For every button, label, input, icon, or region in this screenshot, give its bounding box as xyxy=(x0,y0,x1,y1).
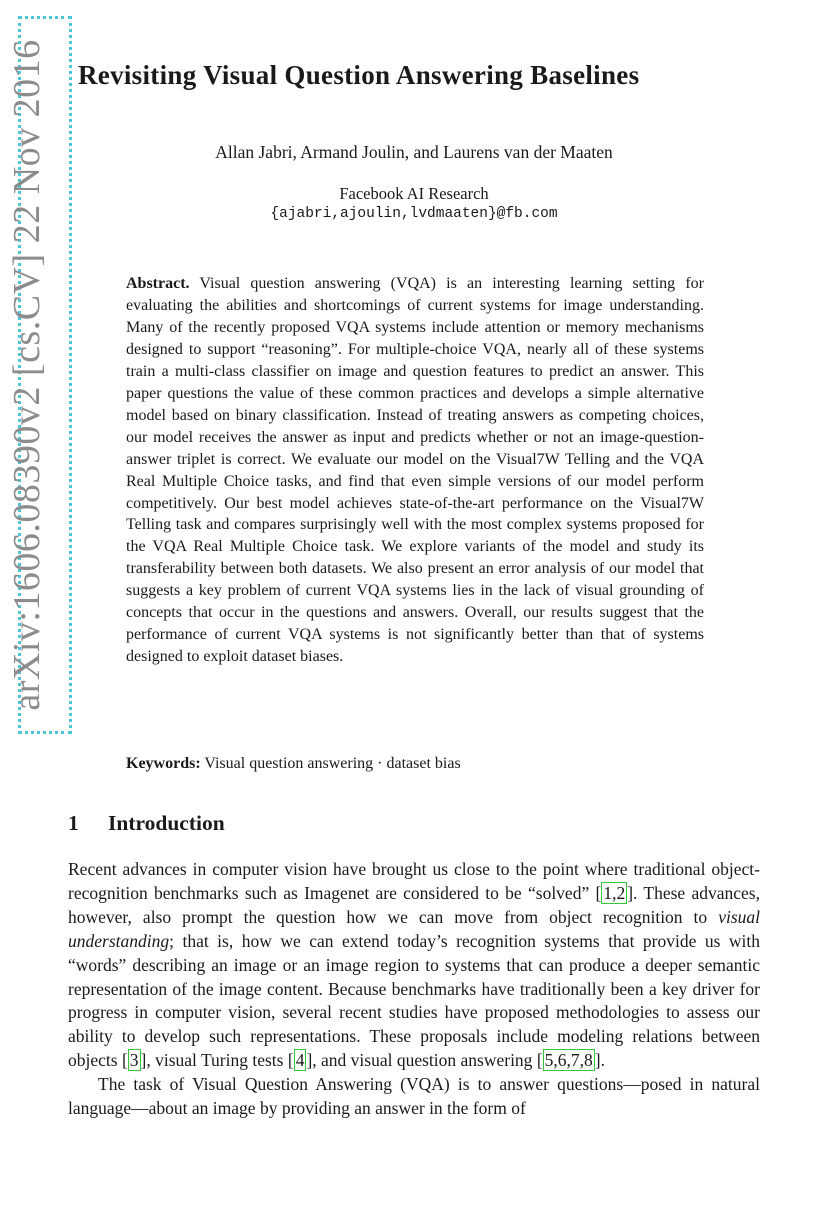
keywords-text: Visual question answering · dataset bias xyxy=(204,755,461,772)
keywords-label: Keywords: xyxy=(126,755,201,772)
paper-title: Revisiting Visual Question Answering Baselines xyxy=(78,60,640,90)
introduction-body xyxy=(68,858,760,1121)
citation-link[interactable]: 1,2 xyxy=(603,882,626,903)
citation-link[interactable]: 4 xyxy=(295,1050,305,1071)
author-emails: {ajabri,ajoulin,lvdmaaten}@fb.com xyxy=(270,206,558,222)
text-run: . These advances, however, also prompt the question how we can move from object recognition to xyxy=(68,882,760,927)
section-heading xyxy=(68,811,768,836)
emphasis-text: visual understanding xyxy=(68,906,760,951)
citation-link[interactable]: 5,6,7,8 xyxy=(544,1050,593,1071)
abstract-label: Abstract. xyxy=(126,275,190,292)
paragraph: Recent advances in computer vision have brought us close to the point where traditional object-recognition benchmarks such as Imagenet are considered to be “solved” [ 1,2 ]. These advances, however, also prompt the question how we can move from object recognition to visual understanding; that is, how we can extend today’s recognition systems that provide us with “words” describing an image or an image region to systems that can produce a deeper semantic representation of the image content. Because benchmarks have traditionally been a key driver for progress in computer vision, several recent studies have proposed methodologies to assess our ability to develop such representations. These proposals include modeling relations between objects [ 3 ], visual Turing tests [ 4 ], and visual question answering [ 5,6,7,8 ]. xyxy=(68,859,760,1071)
abstract xyxy=(126,273,704,668)
paragraph: The task of Visual Question Answering (VQA) is to answer questions—posed in natural language—about an image by providing an answer in the form of xyxy=(68,1074,760,1119)
affiliation: Facebook AI Research xyxy=(339,184,489,203)
text-run: ; that is, how we can extend today’s recognition systems that provide us with “words” describing an image or an image region to systems that can produce a deeper semantic representation of the image content. Because benchmarks have traditionally been a key driver for progress in computer vision, several recent studies have proposed methodologies to assess our ability to develop such representations. These proposals include modeling relations between objects xyxy=(68,930,760,1071)
section-title: Introduction xyxy=(108,811,225,835)
text-run: , and visual question answering xyxy=(312,1050,537,1071)
arxiv-identifier: arXiv:1606.08390v2 [cs.CV] 22 Nov 2016 xyxy=(6,39,48,711)
keywords xyxy=(126,755,704,773)
author-list: Allan Jabri, Armand Joulin, and Laurens van der Maaten xyxy=(215,142,613,162)
abstract-text: Visual question answering (VQA) is an interesting learning setting for evaluating the abilities and shortcomings of current systems for image understanding. Many of the recently proposed VQA systems include attention or memory mechanisms designed to support “reasoning”. For multiple-choice VQA, nearly all of these systems train a multi-class classifier on image and question features to predict an answer. This paper questions the value of these common practices and develops a simple alternative model based on binary classification. Instead of treating answers as competing choices, our model receives the answer as input and predicts whether or not an image-question-answer triplet is correct. We evaluate our model on the Visual7W Telling and the VQA Real Multiple Choice tasks, and find that even simple versions of our model perform competitively. Our best model achieves state-of-the-art performance on the Visual7W Telling task and compares surprisingly well with the most complex systems proposed for the VQA Real Multiple Choice task. We explore variants of the model and study its transferability between both datasets. We also present an error analysis of our model that suggests a key problem of current VQA systems lies in the lack of visual grounding of concepts that occur in the questions and answers. Overall, our results suggest that the performance of current VQA systems is not significantly better than that of systems designed to exploit dataset biases. xyxy=(126,275,704,666)
citation-link[interactable]: 3 xyxy=(129,1050,139,1071)
text-run: , visual Turing tests xyxy=(146,1050,288,1071)
text-run: . xyxy=(600,1050,605,1071)
text-run: Recent advances in computer vision have brought us close to the point where traditional object-recognition benchmarks such as Imagenet are considered to be “solved” xyxy=(68,859,760,903)
section-number: 1 xyxy=(68,811,79,835)
